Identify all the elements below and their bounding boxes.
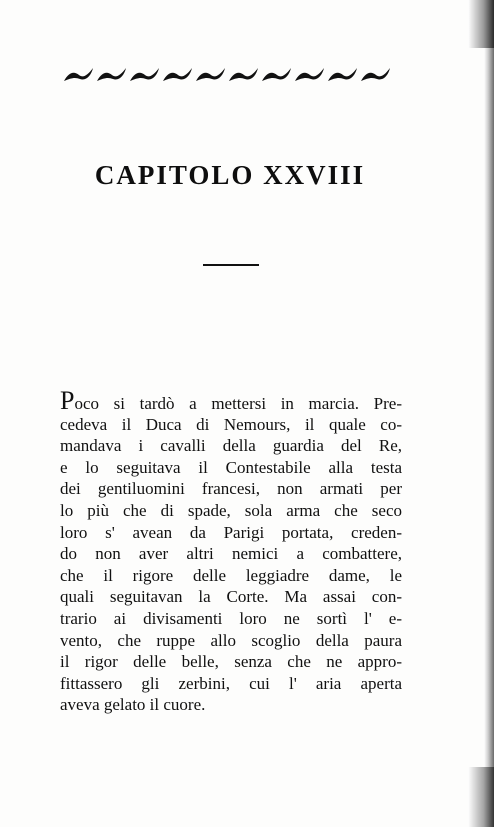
ornament-wave-mark: [262, 68, 291, 81]
body-line: mandava i cavalli della guardia del Re,: [60, 436, 402, 456]
ornament-wave-mark: [295, 68, 324, 81]
body-line: il rigor delle belle, senza che ne appro-: [60, 652, 402, 672]
body-line: loro s' avean da Parigi portata, creden-: [60, 522, 402, 542]
body-line: do non aver altri nemici a combattere,: [60, 544, 402, 564]
body-line: e lo seguitava il Contestabile alla testa: [60, 457, 402, 477]
title-divider: [203, 264, 259, 266]
body-line: fittassero gli zerbini, cui l' aria aperta: [60, 673, 402, 693]
ornament-wave-mark: [64, 68, 93, 81]
ornament-wave-mark: [328, 68, 357, 81]
body-line-first: [60, 386, 402, 415]
body-line: quali seguitavan la Corte. Ma assai con-: [60, 587, 402, 607]
body-line: cedeva il Duca di Nemours, il quale co-: [60, 414, 402, 434]
ornament-wave-mark: [97, 68, 126, 81]
wave-ornament-icon: [62, 62, 392, 88]
chapter-title: CAPITOLO XXVIII: [94, 160, 366, 190]
body-line: che il rigore delle leggiadre dame, le: [60, 565, 402, 585]
ornament-wave-mark: [163, 68, 192, 81]
body-line: dei gentiluomini francesi, non armati per: [60, 479, 402, 499]
ornament-wave-mark: [229, 68, 258, 81]
page-corner-shadow-bottom: [468, 767, 494, 827]
body-line: vento, che ruppe allo scoglio della paura: [60, 630, 402, 650]
page-corner-shadow-top: [468, 0, 494, 48]
body-line-last: aveva gelato il cuore.: [60, 695, 206, 715]
page-edge-shadow: [484, 0, 494, 827]
ornament-wave-mark: [361, 68, 390, 81]
ornament-wave-mark: [130, 68, 159, 81]
first-line-text: oco si tardò a mettersi in marcia. Pre-: [74, 394, 402, 413]
drop-cap: P: [60, 386, 75, 415]
ornament-wave-mark: [196, 68, 225, 81]
body-line: lo più che di spade, sola arma che seco: [60, 500, 402, 520]
body-line: trario ai divisamenti loro ne sortì l' e-: [60, 608, 402, 628]
chapter-body: [60, 386, 402, 716]
